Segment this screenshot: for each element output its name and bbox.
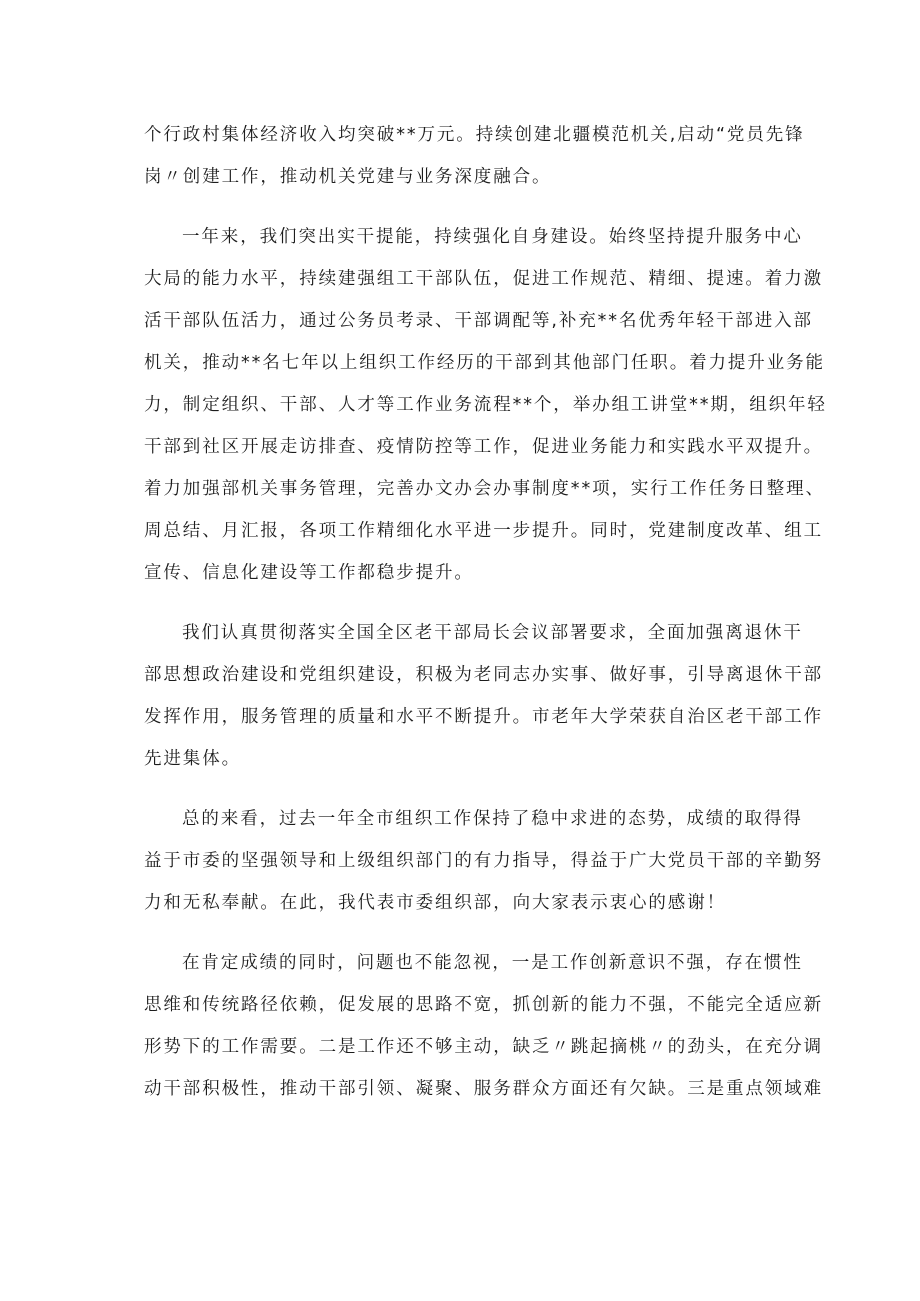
- text-line: 力和无私奉献。在此，我代表市委组织部，向大家表示衷心的感谢！: [144, 893, 726, 913]
- text-line: 先进集体。: [144, 749, 241, 769]
- text-line: 在肯定成绩的同时，问题也不能忽视，一是工作创新意识不强，存在惯性: [182, 953, 803, 973]
- document-body: [144, 114, 827, 1128]
- paragraph-5: [144, 942, 823, 1110]
- text-line: 动干部积极性，推动干部引领、凝聚、服务群众方面还有欠缺。三是重点领域难: [144, 1079, 823, 1099]
- text-line: 个行政村集体经济收入均突破**万元。持续创建北疆模范机关,启动“党员先锋: [144, 125, 805, 145]
- text-line: 部思想政治建设和党组织建设，积极为老同志办实事、做好事，引导离退休干部: [144, 665, 823, 685]
- text-line: 着力加强部机关事务管理，完善办文办会办事制度**项，实行工作任务日整理、: [144, 479, 825, 499]
- paragraph-4: [144, 798, 823, 924]
- text-line: 岗〃创建工作，推动机关党建与业务深度融合。: [144, 167, 552, 187]
- text-line: 一年来，我们突出实干提能，持续强化自身建设。始终坚持提升服务中心: [182, 227, 803, 247]
- paragraph-3: [144, 612, 823, 780]
- text-line: 益于市委的坚强领导和上级组织部门的有力指导，得益于广大党员干部的辛勤努: [144, 851, 823, 871]
- text-line: 总的来看，过去一年全市组织工作保持了稳中求进的态势，成绩的取得得: [182, 809, 803, 829]
- text-line: 我们认真贯彻落实全国全区老干部局长会议部署要求，全面加强离退休干: [182, 623, 803, 643]
- text-line: 干部到社区开展走访排查、疫情防控等工作，促进业务能力和实践水平双提升。: [144, 437, 823, 457]
- paragraph-2: [144, 216, 827, 594]
- text-line: 力，制定组织、干部、人才等工作业务流程**个，举办组工讲堂**期，组织年轻: [144, 395, 827, 415]
- text-line: 大局的能力水平，持续建强组工干部队伍，促进工作规范、精细、提速。着力激: [144, 269, 823, 289]
- text-line: 发挥作用，服务管理的质量和水平不断提升。市老年大学荣获自治区老干部工作: [144, 707, 823, 727]
- text-line: 形势下的工作需要。二是工作还不够主动，缺乏〃跳起摘桃〃的劲头，在充分调: [144, 1037, 823, 1057]
- text-line: 宣传、信息化建设等工作都稳步提升。: [144, 563, 474, 583]
- paragraph-1: [144, 114, 805, 198]
- text-line: 活干部队伍活力，通过公务员考录、干部调配等,补充**名优秀年轻干部进入部: [144, 311, 813, 331]
- text-line: 周总结、月汇报，各项工作精细化水平进一步提升。同时，党建制度改革、组工: [144, 521, 823, 541]
- text-line: 思维和传统路径依赖，促发展的思路不宽，抓创新的能力不强，不能完全适应新: [144, 995, 823, 1015]
- text-line: 机关，推动**名七年以上组织工作经历的干部到其他部门任职。着力提升业务能: [144, 353, 825, 373]
